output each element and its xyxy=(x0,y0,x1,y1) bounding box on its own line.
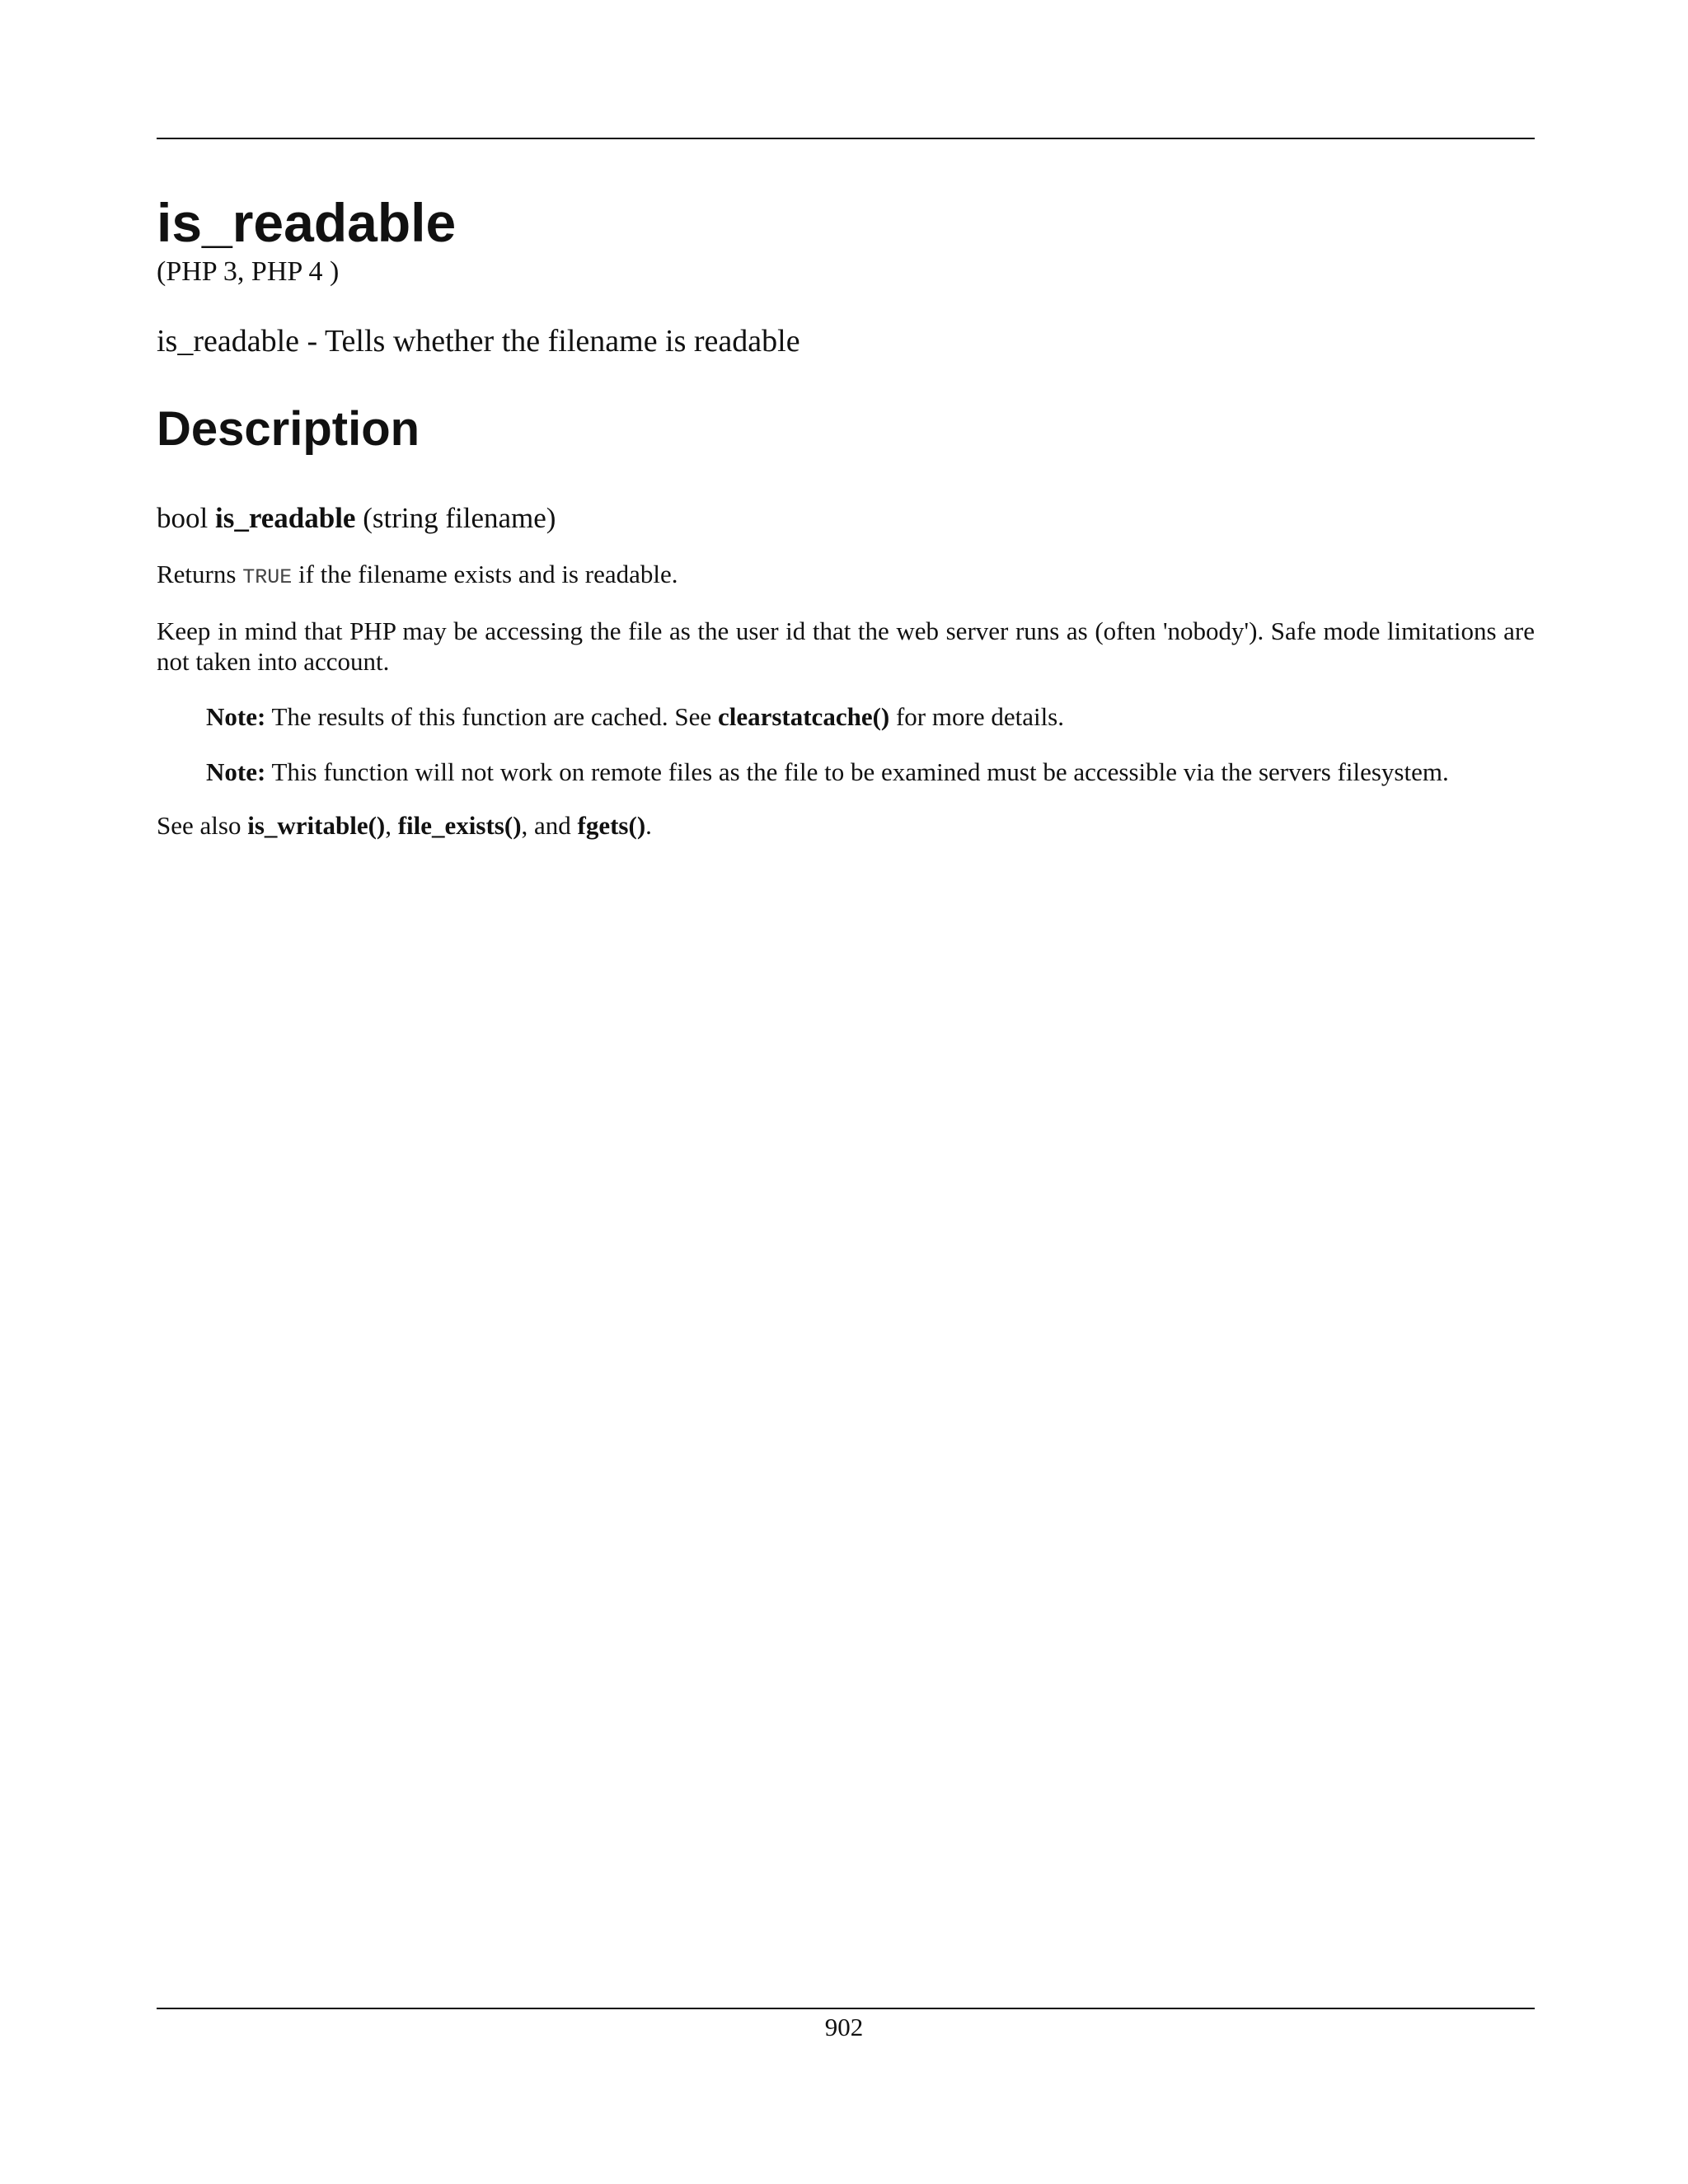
file-exists-link[interactable]: file_exists() xyxy=(397,811,522,840)
header-rule xyxy=(157,138,1535,139)
synopsis-return-type: bool xyxy=(157,502,209,534)
returns-after: if the filename exists and is readable. xyxy=(298,560,678,588)
returns-before: Returns xyxy=(157,560,237,588)
note-cached xyxy=(206,701,1485,732)
note-cached-after: for more details. xyxy=(895,702,1064,731)
keep-in-mind-paragraph: Keep in mind that PHP may be accessing the file as the user id that the web server runs as (often 'nobody'). Safe mode limitations are not taken into account. xyxy=(157,616,1535,676)
page-title: is_readable xyxy=(157,192,457,253)
synopsis-function-name: is_readable xyxy=(214,502,356,534)
php-versions: (PHP 3, PHP 4 ) xyxy=(157,256,340,287)
see-also-separator: , xyxy=(385,811,392,840)
note-remote-text: This function will not work on remote files as the file to be examined must be accessible via the servers filesystem. xyxy=(271,757,1449,786)
see-also-separator: , and xyxy=(521,811,571,840)
see-also-prefix: See also xyxy=(157,811,241,840)
fgets-link[interactable]: fgets() xyxy=(577,811,646,840)
page-number: 902 xyxy=(824,2013,864,2041)
returns-paragraph xyxy=(157,559,1535,593)
function-purpose: is_readable - Tells whether the filename is readable xyxy=(157,324,800,359)
clearstatcache-link[interactable]: clearstatcache() xyxy=(717,702,890,731)
refentry-content xyxy=(157,190,1535,841)
see-also-end: . xyxy=(645,811,652,840)
function-synopsis xyxy=(157,501,1535,536)
note-label: Note: xyxy=(206,702,266,731)
note-label: Note: xyxy=(206,757,266,786)
see-also-paragraph xyxy=(157,810,1535,841)
true-constant: TRUE xyxy=(242,565,293,589)
synopsis-params: (string filename) xyxy=(363,502,556,534)
description-heading: Description xyxy=(157,402,420,456)
note-cached-before: The results of this function are cached. See xyxy=(271,702,712,731)
note-remote-files xyxy=(206,757,1485,787)
is-writable-link[interactable]: is_writable() xyxy=(247,811,386,840)
footer-rule xyxy=(157,2008,1535,2009)
